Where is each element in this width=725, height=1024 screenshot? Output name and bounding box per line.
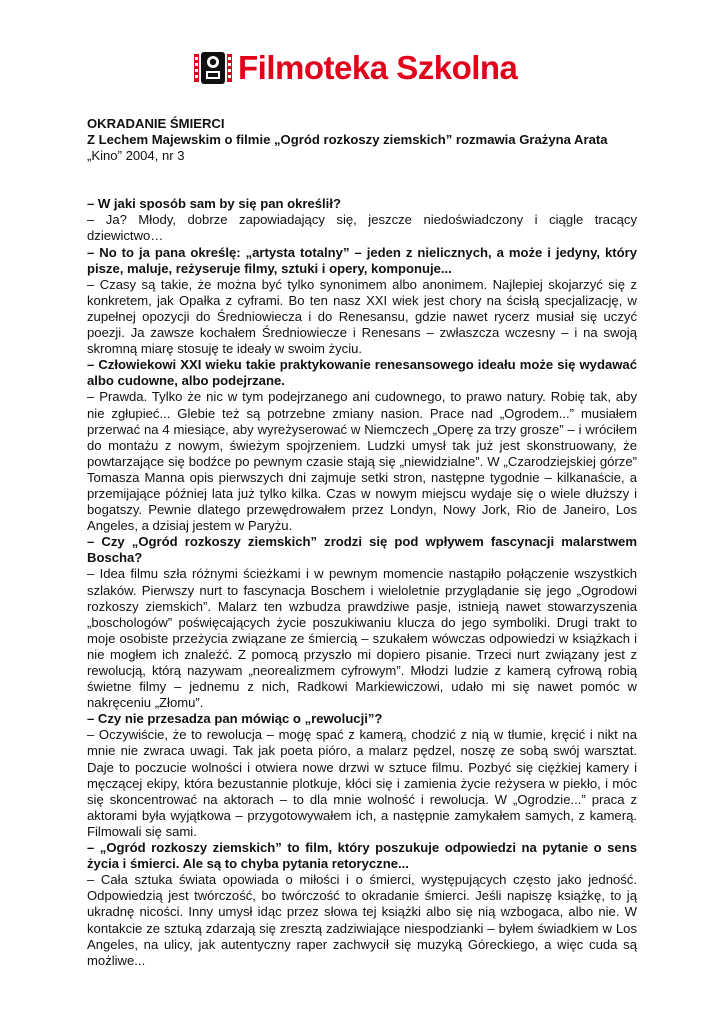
interview-question: – W jaki sposób sam by się pan określił? xyxy=(87,196,341,212)
interview-question: – Czy nie przesadza pan mówiąc o „rewolucji”? xyxy=(87,711,383,727)
interview-question: – Czy „Ogród rozkoszy ziemskich” zrodzi się pod wpływem fascynacji malarstwem Boscha? xyxy=(87,534,637,566)
logo-text: Filmoteka Szkolna xyxy=(238,49,518,86)
spacer xyxy=(87,180,637,196)
interview-question: – No to ja pana określę: „artysta totalny” – jeden z nielicznych, a może i jedyny, który pisze, maluje, reżyseruje filmy, sztuki i opery, komponuje... xyxy=(87,244,637,276)
article-subtitle: Z Lechem Majewskim o filmie „Ogród rozkoszy ziemskich” rozmawia Grażyna Arata xyxy=(87,132,608,148)
interview-answer: – Ja? Młody, dobrze zapowiadający się, jeszcze niedoświadczony i ciągle tracący dziewictwo… xyxy=(87,212,637,244)
interview-answer: – Cała sztuka świata opowiada o miłości i o śmierci, występujących często jako jedność. Odpowiedzią jest twórczość, bo twórczość to okradanie śmierci. Jeśli napiszę książkę, to ją ukradnę nicości. Inny umysł idąc przez słowa tej książki albo się nią wzbogaca, albo nie. W kontakcie ze sztuką zdarzają się zresztą zadziwiające niespodzianki – byłem świadkiem w Los Angeles, na ulicy, jak autentyczny raper zachwycił się muzyką Góreckiego, a więc cuda są możliwe... xyxy=(87,872,637,968)
film-camera-logo-icon xyxy=(193,48,235,88)
article xyxy=(87,116,637,969)
interview-answer: – Czasy są takie, że można być tylko synonimem albo anonimem. Najlepiej skojarzyć się z konkretem, jak Opałka z cyframi. Bo ten nasz XXI wiek jest chory na ścisłą specjalizację, w zupełnej opozycji do Średniowiecza i do Renesansu, gdzie nawet rycerz musiał się uczyć poezji. Ja zawsze kochałem Średniowiecze i Renesans – zwłaszcza wczesny – i na swoją skromną miarę stosuję te ideały w swoim życiu. xyxy=(87,276,637,357)
spacer xyxy=(87,164,637,180)
interview-body xyxy=(87,196,637,969)
interview-answer: – Prawda. Tylko że nic w tym podejrzanego ani cudownego, to prawo natury. Robię tak, aby nie zgłupieć... Glebie też są potrzebne zmiany nasion. Prace nad „Ogrodem...” musiałem przerwać na 4 miesiące, aby wyreżyserować w Niemczech „Operę za trzy grosze” – i wróciłem do montażu z nowym, świeżym spojrzeniem. Ludzki umysł tak już jest skonstruowany, że powtarzające się bodźce po pewnym czasie stają się „niewidzialne”. W „Czarodziejskiej górze” Tomasza Manna opis pierwszych dni zajmuje setki stron, następne tygodnie – kilkanaście, a przemijające później lata już tylko kilka. Czas w nowym miejscu wydaje się o wiele dłuższy i bogatszy. Pewnie dlatego przewędrowałem przez Londyn, Nowy Jork, Rio de Janeiro, Los Angeles, a dzisiaj jestem w Paryżu. xyxy=(87,389,637,534)
interview-answer: – Idea filmu szła różnymi ścieżkami i w pewnym momencie nastąpiło połączenie wszystkich szlaków. Pierwszy nurt to fascynacja Boschem i wieloletnie przyglądanie się jego „Ogrodowi rozkoszy ziemskich”. Malarz ten wzbudza prawdziwe pasje, istnieją nawet stowarzyszenia „boschologów” poświęcających życie poszukiwaniu klucza do jego symboliki. Drugi trakt to moje osobiste przeżycia związane ze śmiercią – szukałem wówczas odpowiedzi w książkach i nie mogłem ich znaleźć. Z pomocą przyszło mi dopiero pisanie. Trzeci nurt związany jest z rewolucją, którą nazywam „neorealizmem cyfrowym”. Młodzi ludzie z kamerą cyfrową robią świetne filmy – jednemu z nich, Radkowi Markiewiczowi, udało mi się nawet pomóc w nakręceniu „Złomu”. xyxy=(87,566,637,711)
article-title: OKRADANIE ŚMIERCI xyxy=(87,116,225,131)
interview-answer: – Oczywiście, że to rewolucja – mogę spać z kamerą, chodzić z nią w tłumie, kręcić i nikt na mnie nie zwraca uwagi. Tak jak poeta pióro, a malarz pędzel, noszę ze sobą swój warsztat. Daje to poczucie wolności i otwiera nowe drzwi w sztuce filmu. Pozbyć się ciężkiej kamery i męczącej ekipy, która bezustannie plotkuje, kłóci się i zamienia życie reżysera w piekło, i móc się skoncentrować na aktorach – to dla mnie wolność i rewolucja. W „Ogrodzie...” praca z aktorami była wyjątkowa – przygotowywałem ich, a następnie zamykałem samych, z kamerą. Filmowali się sami. xyxy=(87,727,637,839)
interview-question: – „Ogród rozkoszy ziemskich” to film, który poszukuje odpowiedzi na pytanie o sens życia i śmierci. Ale są to chyba pytania retoryczne... xyxy=(87,840,637,872)
filmoteka-logo xyxy=(193,48,517,88)
article-source: „Kino” 2004, nr 3 xyxy=(87,148,185,164)
interview-question: – Człowiekowi XXI wieku takie praktykowanie renesansowego ideału może się wydawać albo cudowne, albo podejrzane. xyxy=(87,357,637,389)
